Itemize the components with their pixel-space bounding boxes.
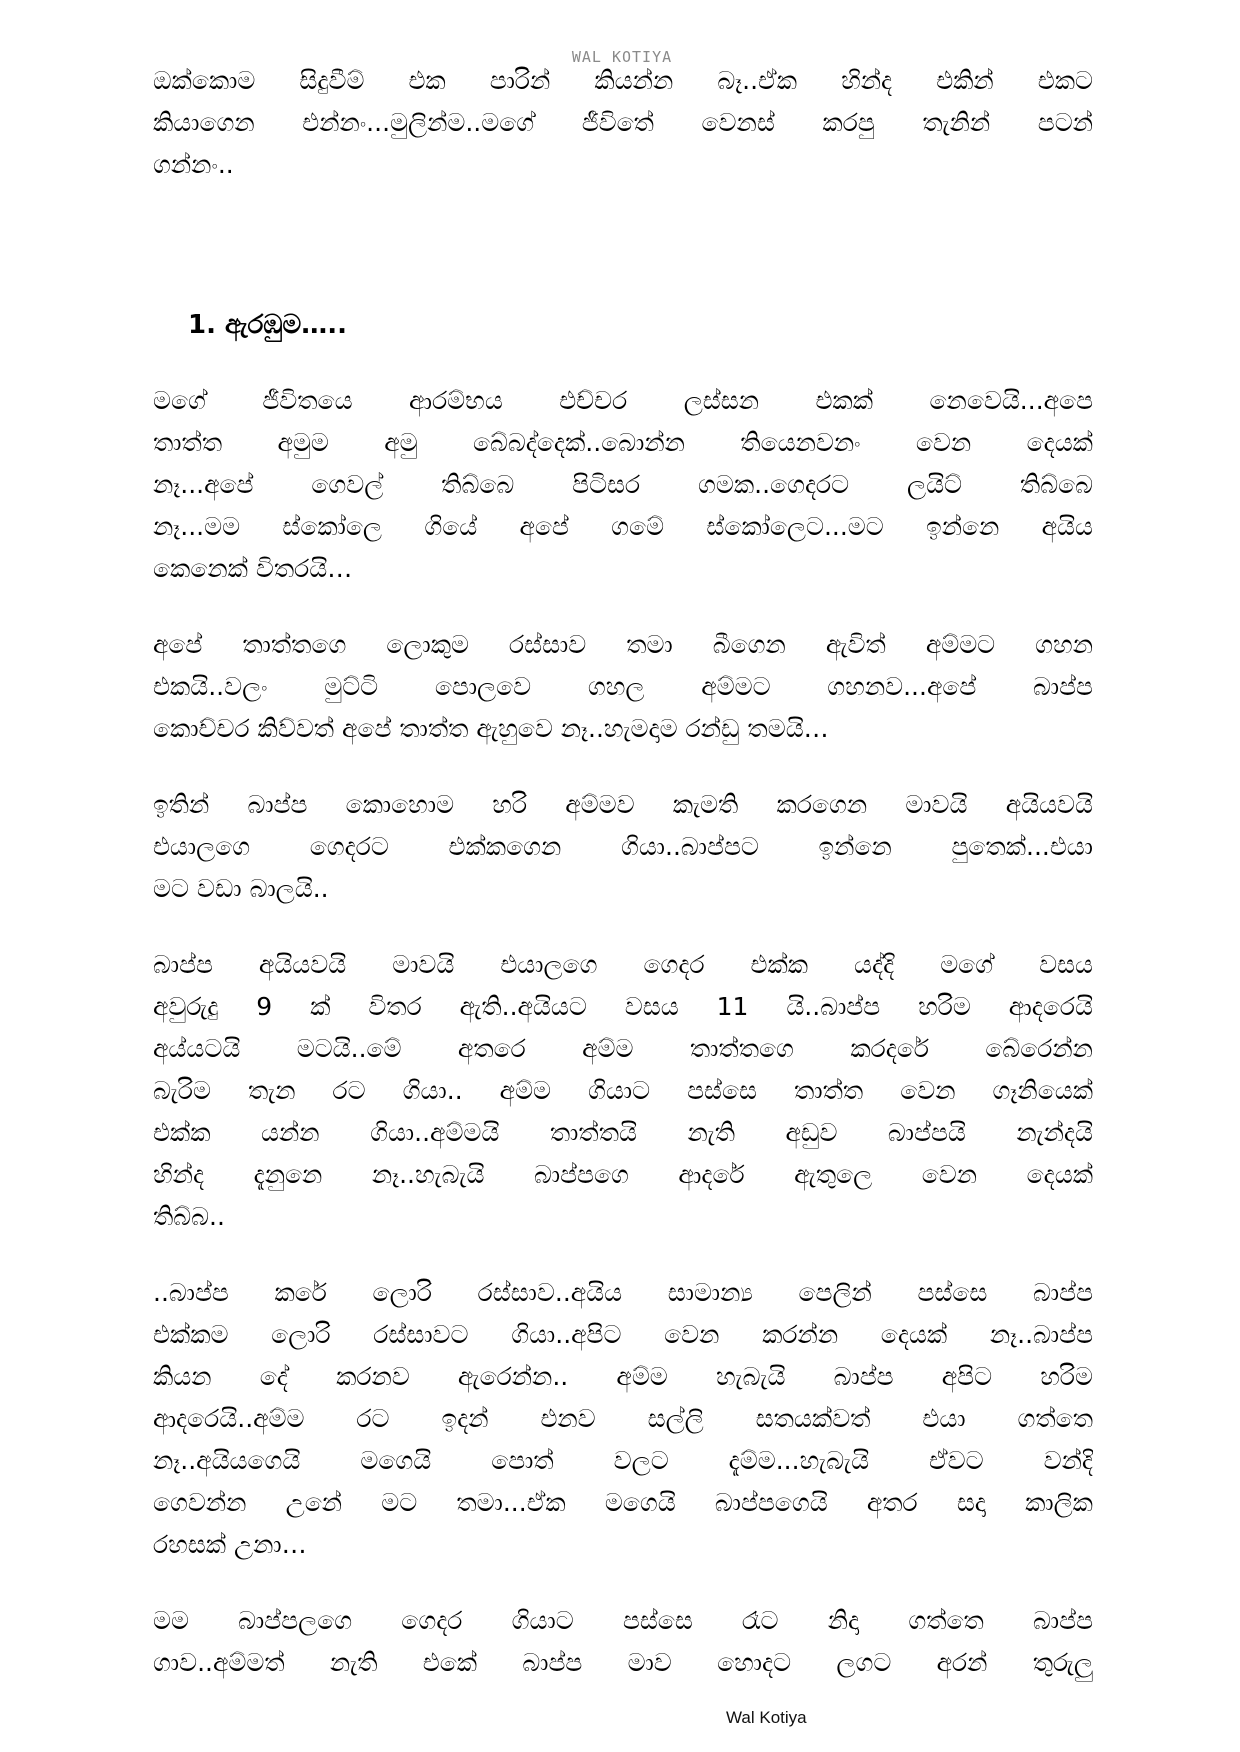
text-line: බාප්ප අයියවයි මාවයි එයාලගෙ ගෙදර එක්ක යද්දි මගේ වසය — [153, 950, 1093, 979]
text-line: එකයි..වලං මුට්ටි පොලවෙ ගහල අම්මට ගහනව...අපේ බාප්ප — [153, 672, 1093, 701]
text-line: නෑ...අපේ ගෙවල් තිබ්බෙ පිටිසර ගමක..ගෙදරට ලයිට් තිබ්බෙ — [153, 470, 1093, 499]
text-line: තිබ්බ.. — [153, 1202, 225, 1231]
text-line: මට වඩා බාලයි.. — [153, 874, 329, 903]
text-line: කියන දේ කරනව ඇරෙන්න.. අම්ම හැබැයි බාප්ප අපිට හරිම — [153, 1362, 1093, 1391]
paragraph — [153, 944, 1093, 1238]
text-line: ඉතින් බාප්ප කොහොම හරි අම්මව කැමති කරගෙන මාවයි අයියවයි — [153, 790, 1093, 819]
body-paragraphs — [153, 380, 1093, 1684]
text-line: ආදරෙයි..අම්ම රට ඉදන් එනව සල්ලි සතයක්වත් එයා ගත්තෙ — [153, 1404, 1093, 1433]
text-line: රහසක් උනා… — [153, 1530, 307, 1559]
text-line: ගාව..අම්මත් නැති එකේ බාප්ප මාව හොදට ලගට අරන් තුරුලු — [153, 1648, 1093, 1677]
text-line: කියාගෙන එන්නං...මුලින්ම..මගේ ජීවිතේ වෙනස් කරපු තැනින් පටන් — [153, 108, 1093, 137]
text-line: ඔක්කොම සිදුවීම් එක පාරින් කියන්න බෑ..ඒක හින්ද එකින් එකට — [153, 66, 1093, 95]
text-line: ගෙවන්න උනේ මට තමා...ඒක මගෙයි බාප්පගෙයි අතර සදා කාලික — [153, 1488, 1093, 1517]
paragraph — [153, 1600, 1093, 1684]
text-line: නෑ..අයියගෙයි මගෙයි පොත් වලට දැම්ම...හැබැයි ඒවට වන්දි — [153, 1446, 1093, 1475]
text-line: ..බාප්ප කරේ ලොරි රස්සාව..අයිය සාමාන්‍ය පෙලින් පස්සෙ බාප්ප — [153, 1278, 1093, 1307]
text-line: එයාලගෙ ගෙදරට එක්කගෙන ගියා..බාප්පට ඉන්නෙ පුතෙක්...එයා — [153, 832, 1093, 861]
footer-watermark: Wal Kotiya — [726, 1708, 807, 1727]
text-line: අපේ තාත්තගෙ ලොකුම රස්සාව තමා බීගෙන ඇවිත් අම්මට ගහන — [153, 630, 1093, 659]
text-line: එක්කම ලොරි රස්සාවට ගියා..අපිට වෙන කරන්න දෙයක් නෑ..බාප්ප — [153, 1320, 1093, 1349]
text-line: තාත්ත අමුම අමු බේබද්දෙක්..බොන්න තියෙනවනං වෙන දෙයක් — [153, 428, 1093, 457]
text-line: මගේ ජීවිතයෙ ආරම්භය එච්චර ලස්සන එකක් නෙවෙයි...අපෙ — [153, 386, 1093, 415]
paragraph — [153, 380, 1093, 590]
header-watermark: WAL KOTIYA — [571, 48, 673, 66]
paragraph — [153, 1272, 1093, 1566]
text-line: අවුරුදු 9 ක් විතර ඇති..අයියට වසය 11 යි..බාප්ප හරිම ආදරෙයි — [153, 992, 1093, 1021]
text-line: කෙනෙක් විතරයි… — [153, 554, 353, 583]
text-line: කොච්චර කිව්වත් අපේ තාත්ත ඇහුවෙ නෑ..හැමදාම රන්ඩු තමයි… — [153, 714, 829, 743]
chapter-heading: 1. ඇරඹුම….. — [188, 310, 348, 340]
text-line: ගන්නං.. — [153, 150, 234, 179]
paragraph — [153, 624, 1093, 750]
text-line: අය්යටයි මටයි..මේ අතරෙ අම්ම තාත්තගෙ කරදරේ බේරෙන්න — [153, 1034, 1093, 1063]
text-line: බැරිම තැන රට ගියා.. අම්ම ගියාට පස්සෙ තාත්ත වෙන ගෑනියෙක් — [153, 1076, 1093, 1105]
text-line: හින්ද දැනුනෙ නෑ..හැබැයි බාප්පගෙ ආදරේ ඇතුලෙ වෙන දෙයක් — [153, 1160, 1093, 1189]
text-line: නෑ...මම ස්කෝලෙ ගියේ අපේ ගමේ ස්කෝලෙට...මට ඉන්නෙ අයිය — [153, 512, 1093, 541]
text-line: මම බාප්පලගෙ ගෙදර ගියාට පස්සෙ රෑට නිදා ගත්තෙ බාප්ප — [153, 1606, 1093, 1635]
text-line: එක්ක යන්න ගියා..අම්මයි තාත්තයි නැති අඩුව බාප්පයි නැන්දයි — [153, 1118, 1093, 1147]
intro-paragraph — [153, 60, 1093, 186]
paragraph — [153, 784, 1093, 910]
page-content — [153, 60, 1093, 1718]
